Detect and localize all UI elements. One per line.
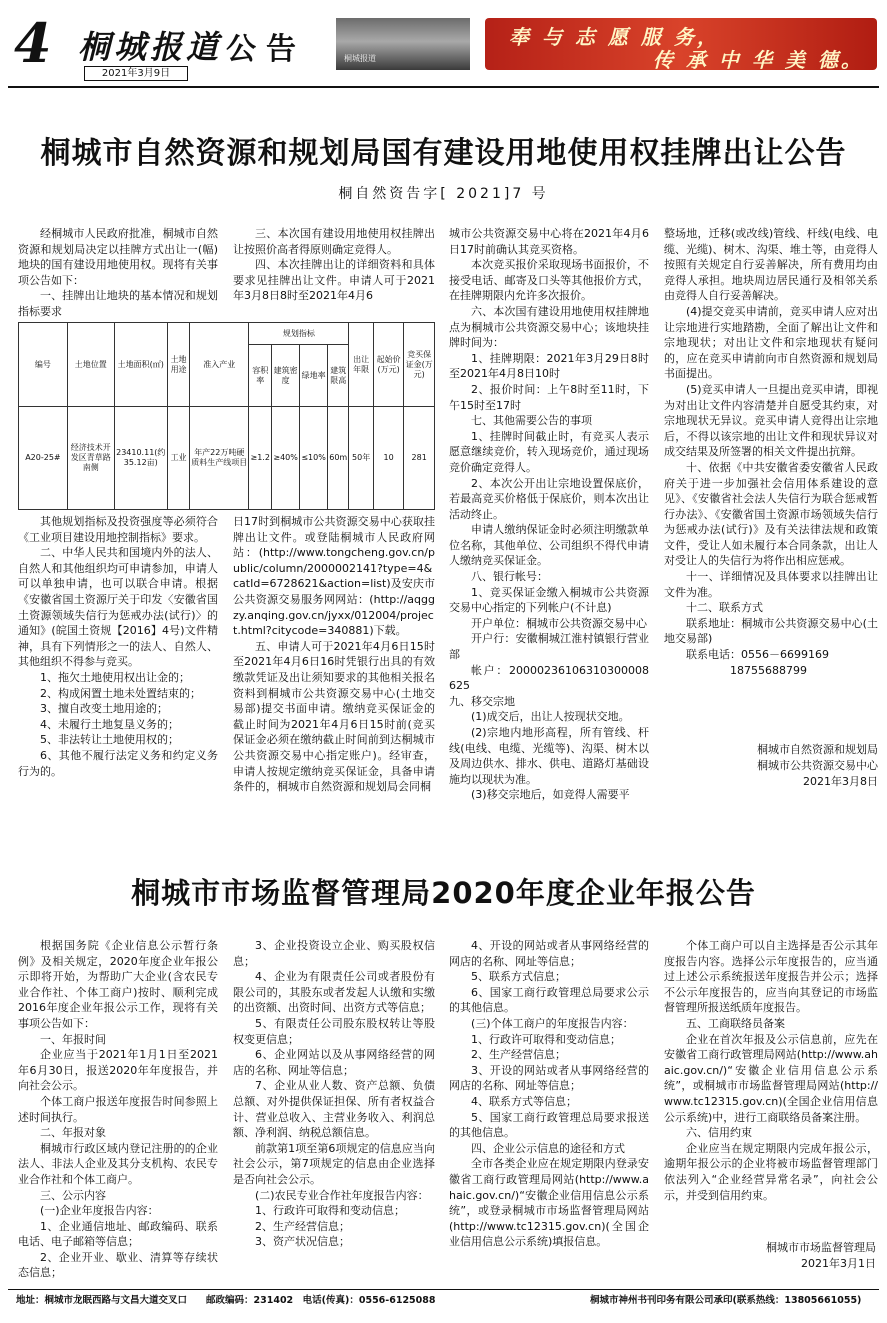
paragraph: 三、本次国有建设用地使用权挂牌出让按照价高者得原则确定竞得人。 [233,227,435,256]
masthead [0,0,887,84]
photo-caption: 桐城报道 [344,54,376,63]
list-item: 2、生产经营信息； [255,1219,350,1233]
paragraph: 二、中华人民共和国境内外的法人、自然人和其他组织均可申请参加，申请人可以单独申请，也可以联合申请。根据《安徽省国土资源厅关于印发〈安徽省国土资源领域失信行为惩戒办法(试行)〉的通知》(皖国土资规【2016】4号)文件精神，具有下列情形之一的法人、自然人、其他组织不得参与竞买。 [18,546,218,669]
list-item: 1、竞买保证金缴入桐城市公共资源交易中心指定的下列帐户(不计息) [449,585,649,615]
th-area: 土地面积(㎡) [114,323,167,407]
paragraph: (一)企业年度报告内容： [40,1204,159,1218]
paragraph: 五、工商联络员备案 [686,1016,785,1030]
land-parcel-table [18,322,435,510]
masthead-photo [336,18,470,70]
list-item: 4、联系方式等信息； [471,1094,577,1108]
list-item: (1)成交后，出让人按现状交地。 [471,710,630,724]
th-industry: 准入产业 [190,323,249,407]
cell-start-price: 10 [373,407,404,510]
paragraph: 个体工商户可以自主选择是否公示其年度报告内容。选择公示年度报告的，应当通过上述公示系统报送年度报告并公示；选择不公示年度报告的，应当向其登记的市场监督管理所报送纸质年度报告。 [664,939,878,1015]
paragraph: 城市公共资源交易中心将在2021年4月6日17时前确认其竞买资格。 [449,227,649,256]
list-item: 1、拖欠土地使用权出让金的； [40,670,190,684]
cell-plot-ratio: ≥1.2 [249,407,272,510]
paragraph: 企业应当在规定期限内完成年报公示，逾期年报公示的企业将被市场监督管理部门依法列入“企业经营异常名录”，向社会公示，并受到信用约束。 [664,1141,878,1202]
list-item: 1、企业通信地址、邮政编码、联系电话、电子邮箱等信息； [18,1219,218,1249]
cell-use: 工业 [167,407,189,510]
paragraph: 申请人缴纳保证金时必须注明缴款单位名称，其他单位、公司组织不得代申请人缴纳竞买保证金。 [449,523,649,568]
paragraph: 桐城市行政区域内登记注册的的企业法人、非法人企业及其分支机构、农民专业合作社和个体工商户。 [18,1141,218,1186]
notice1-doc-number: 桐自然资告字[ 2021]7 号 [338,186,549,202]
list-item: 7、企业从业人数、资产总额、负债总额、对外提供保证担保、所有者权益合计、营业总收入、主营业务收入、利润总额、净利润、纳税总额信息。 [233,1079,435,1140]
notice1-col3 [449,226,649,812]
th-term: 出让年限 [349,323,373,407]
notice1-col4 [664,226,878,734]
contact-phone: 联系电话：0556－6699169 [686,648,829,662]
paragraph: 五、申请人可于2021年4月6日15时至2021年4月6日16时凭银行出具的有效缴款凭证及出让须知要求的其他相关报名资料到桐城市公共资源交易中心(土地交易部)提交书面申请。缴纳竞买保证金的截止时间为2021年4月6日15时前(竞买保证金必须在缴纳截止时间前到达桐城市公共资源交易中心指定账户)。经审查，申请人按规定缴纳竞买保证金，具备申请条件的，桐城市自然资源和规划局会同桐 [233,639,435,794]
th-building-density: 建筑密度 [272,345,300,407]
paragraph: 本次竞买报价采取现场书面报价，不接受电话、邮寄及口头等其他报价方式，在挂牌期限内允许多次报价。 [449,258,649,303]
list-item: 1、行政许可取得和变动信息； [255,1204,405,1218]
cell-deposit: 281 [404,407,435,510]
paragraph: 整场地，迁移(或改线)管线、杆线(电线、电缆、光缆)、树木、沟渠、堆土等，由竞得人按照有关规定自行妥善解决，所有费用均由竞得人承担。地块周边居民通行及相邻关系由竞得人自行妥善解决。 [664,227,878,303]
paper-name-logo: 桐城报道 [78,28,223,66]
paragraph: 二、年报对象 [40,1126,106,1140]
th-green-ratio: 绿地率 [300,345,328,407]
list-item: 开户单位：桐城市公共资源交易中心 [471,616,647,630]
list-item: 3、擅自改变土地用途的； [40,702,168,716]
list-item: 4、企业为有限责任公司或者股份有限公司的，其股东或者发起人认缴和实缴的出资额、出资时间、出资方式等信息； [233,970,435,1015]
notice2-signature [706,1240,876,1272]
th-height-limit: 建筑限高 [328,345,349,407]
issue-date: 2021年3月9日 [84,66,188,81]
list-item: 4、未履行土地复垦义务的； [40,717,179,731]
paragraph: 经桐城市人民政府批准，桐城市自然资源和规划局决定以挂牌方式出让一(幅)地块的国有建设用地使用权。现将有关事项公告如下： [18,227,218,287]
list-item: 6、国家工商行政管理总局要求公示的其他信息。 [449,985,649,1015]
notice1-title: 桐城市自然资源和规划局国有建设用地使用权挂牌出让公告 [40,136,847,171]
notice2-col3 [449,938,649,1278]
notice2-col1 [18,938,218,1278]
cell-height-limit: 60m [328,407,349,510]
paragraph: 前款第1项至第6项规定的信息应当向社会公示，第7项规定的信息由企业选择是否向社会公示。 [233,1141,435,1186]
list-item: 2、生产经营信息； [471,1048,566,1062]
paragraph: 日17时到桐城市公共资源交易中心获取挂牌出让文件。或登陆桐城市人民政府网站：(http://www.tongcheng.gov.cn/public/column/2000002141?type=4&catId=6728621&action=list)及安庆市公共资源交易服务网网站：(http://aqggzy.anqing.gov.cn/jyxx/012004/project.html?citycode=340881)下载。 [233,515,435,638]
signature-line: 桐城市自然资源和规划局 [757,743,878,756]
footer-printer: 桐城市神州书刊印务有限公司承印(联系热线：13805661055) [590,1295,862,1306]
list-item: 2、企业开业、歇业、清算等存续状态信息； [18,1250,218,1278]
list-item: 3、资产状况信息； [255,1235,350,1249]
th-start-price: 起始价(万元) [373,323,404,407]
notice1-col2-top [233,226,435,322]
paragraph: 八、银行帐号： [471,570,548,584]
notice1-signature [708,742,878,790]
list-item: 2、报价时间：上午8时至11时，下午15时至17时 [449,382,649,412]
page-number: 4 [14,11,52,75]
th-location: 土地位置 [67,323,114,407]
paragraph: 一、年报时间 [40,1032,106,1046]
table-row [19,407,435,510]
th-plot-ratio: 容积率 [249,345,272,407]
notice1-col1-bottom [18,514,218,804]
cell-number: A20-25# [19,407,68,510]
cell-term: 50年 [349,407,373,510]
notice2-title: 桐城市市场监督管理局2020年度企业年报公告 [131,876,756,910]
notice2-col4 [664,938,878,1238]
paragraph: 根据国务院《企业信息公示暂行条例》及相关规定，2020年度企业年报公示即将开始，为帮助广大企业(含农民专业合作社、个体工商户)按时、顺利完成2016年度企业年报公示工作，现将有关事项公告如下： [18,939,218,1030]
paragraph: 十一、详细情况及具体要求以挂牌出让文件为准。 [664,570,878,599]
notice1-col1-top [18,226,218,322]
banner-line-1: 奉 与 志 愿 服 务， [509,25,720,49]
paragraph: 一、挂牌出让地块的基本情况和规划指标要求 [18,289,218,318]
list-item: 1、行政许可取得和变动信息； [471,1032,621,1046]
cell-location: 经济技术开发区青草路南侧 [67,407,114,510]
notice1-col2-bottom [233,514,435,804]
paragraph: 七、其他需要公告的事项 [471,414,592,428]
paragraph: 三、公示内容 [40,1188,106,1202]
masthead-divider [8,86,879,88]
signature-date: 2021年3月8日 [803,775,878,788]
paragraph: 四、企业公示信息的途径和方式 [471,1141,625,1155]
list-item: 5、国家工商行政管理总局要求报送的其他信息。 [449,1110,649,1140]
list-item: (3)移交宗地后，如竞得人需要平 [471,788,630,802]
list-item: 2、构成闲置土地未处置结束的； [40,686,201,700]
cell-building-density: ≥40% [272,407,300,510]
list-item: 4、开设的网站或者从事网络经营的网店的名称、网址等信息； [449,939,649,968]
paragraph: (4)提交竞买申请前，竞买申请人应对出让宗地进行实地踏勘，全面了解出让文件和宗地现状；对出让文件和宗地现状有疑问的，应在竞买申请前向市自然资源和规划局书面提出。 [664,304,878,381]
th-deposit: 竞买保证金(万元) [404,323,435,407]
paragraph: 四、本次挂牌出让的详细资料和具体要求见挂牌出让文件。申请人可于2021年3月8日8时至2021年4月6 [233,258,435,303]
list-item: 5、联系方式信息； [471,970,566,984]
paragraph: 其他规划指标及投资强度等必须符合《工业项目建设用地控制指标》要求。 [18,515,218,544]
paragraph: 全市各类企业应在规定期限内登录安徽省工商行政管理局网站(http://www.ahaic.gov.cn/)“安徽企业信用信息公示系统”，或登录桐城市市场监督管理局网站(http://www.tc12315.gov.cn)(全国企业信用信息公示系统)填报信息。 [449,1157,649,1249]
list-item: 帐户：20000236106310300008625 [449,663,649,693]
list-item: 2、本次公开出让宗地设置保底价，若最高竞买价格低于保底价，则本次出让活动终止。 [449,476,649,521]
list-item: 5、有限责任公司股东股权转让等股权变更信息； [233,1016,435,1046]
paragraph: 九、移交宗地 [449,694,515,708]
paragraph: (二)农民专业合作社年度报告内容： [255,1188,429,1202]
list-item: 6、企业网站以及从事网络经营的网店的名称、网址等信息； [233,1048,435,1077]
paragraph: 十、依据《中共安徽省委安徽省人民政府关于进一步加强社会信用体系建设的意见》、《安徽省社会法人失信行为联合惩戒暂行办法》、《安徽省国土资源市场领域失信行为惩戒办法(试行)》及有关法律法规和政策文件，受让人如未履行本合同条款，出让人对受让人的失信行为将作出相应惩戒。 [664,460,878,568]
notice2-col2 [233,938,435,1278]
th-use: 土地用途 [167,323,189,407]
paragraph: 企业应当于2021年1月1日至2021年6月30日，报送2020年年度报告，并向社会公示。 [18,1048,218,1093]
footer-divider [8,1289,879,1290]
list-item: 5、非法转让土地使用权的； [40,733,179,747]
list-item: 1、挂牌时间截止时，有竞买人表示愿意继续竞价，转入现场竞价，通过现场竞价确定竞得人。 [449,429,649,474]
paragraph: (5)竞买申请人一旦提出竞买申请，即视为对出让文件内容清楚并自愿受其约束，对宗地现状无异议。竞买申请人竞得出让宗地后，不得以该宗地的出让文件和现状异议对成交结果及所签署的相关文件提出抗辩。 [664,382,878,459]
list-item: (2)宗地内地形高程，所有管线、杆线(电线、电缆、光缆等)、沟渠、树木以及周边供水、排水、供电、道路灯基础设施均以现状为准。 [449,726,649,786]
th-planning-group: 规划指标 [249,323,349,345]
cell-industry: 年产22万吨硬质料生产线项目 [190,407,249,510]
list-item: 3、开设的网站或者从事网络经营的网店的名称、网址等信息； [449,1063,649,1093]
contact-address: 联系地址：桐城市公共资源交易中心(土地交易部) [664,616,878,646]
cell-area: 23410.11(约35.12亩) [114,407,167,510]
th-number: 编号 [19,323,68,407]
slogan-banner [485,18,877,70]
paragraph: 企业在首次年报及公示信息前，应先在安徽省工商行政管理局网站(http://www.ahaic.gov.cn/)“安徽企业信用信息公示系统”，或桐城市市场监督管理局网站(http://www.tc12315.gov.cn)(全国企业信用信息公示系统)中，进行工商联络员备案注册。 [664,1032,878,1124]
signature-line: 桐城市公共资源交易中心 [757,759,878,772]
paragraph: (三)个体工商户的年度报告内容： [471,1016,634,1030]
paragraph: 个体工商户报送年度报告时间参照上述时间执行。 [18,1094,218,1124]
section-title: 公告 [226,32,306,67]
banner-line-2: 传 承 中 华 美 德。 [653,48,864,72]
paragraph: 十二、联系方式 [686,601,763,615]
list-item: 3、企业投资设立企业、购买股权信息； [233,939,435,968]
paragraph: 六、信用约束 [686,1126,752,1140]
signature-date: 2021年3月1日 [801,1257,876,1270]
list-item: 1、挂牌期限：2021年3月29日8时至2021年4月8日10时 [449,351,649,381]
list-item: 开户行：安徽桐城江淮村镇银行营业部 [449,632,649,662]
footer-address: 地址：桐城市龙眠西路与文昌大道交叉口 邮政编码：231402 电话(传真)：0556-6125088 [16,1295,436,1306]
contact-phone-2: 18755688799 [730,663,807,677]
list-item: 6、其他不履行法定义务和约定义务行为的。 [18,748,218,778]
cell-green-ratio: ≤10% [300,407,328,510]
paragraph: 六、本次国有建设用地使用权挂牌地点为桐城市公共资源交易中心；该地块挂牌时间为： [449,304,649,350]
signature-line: 桐城市市场监督管理局 [766,1241,876,1254]
